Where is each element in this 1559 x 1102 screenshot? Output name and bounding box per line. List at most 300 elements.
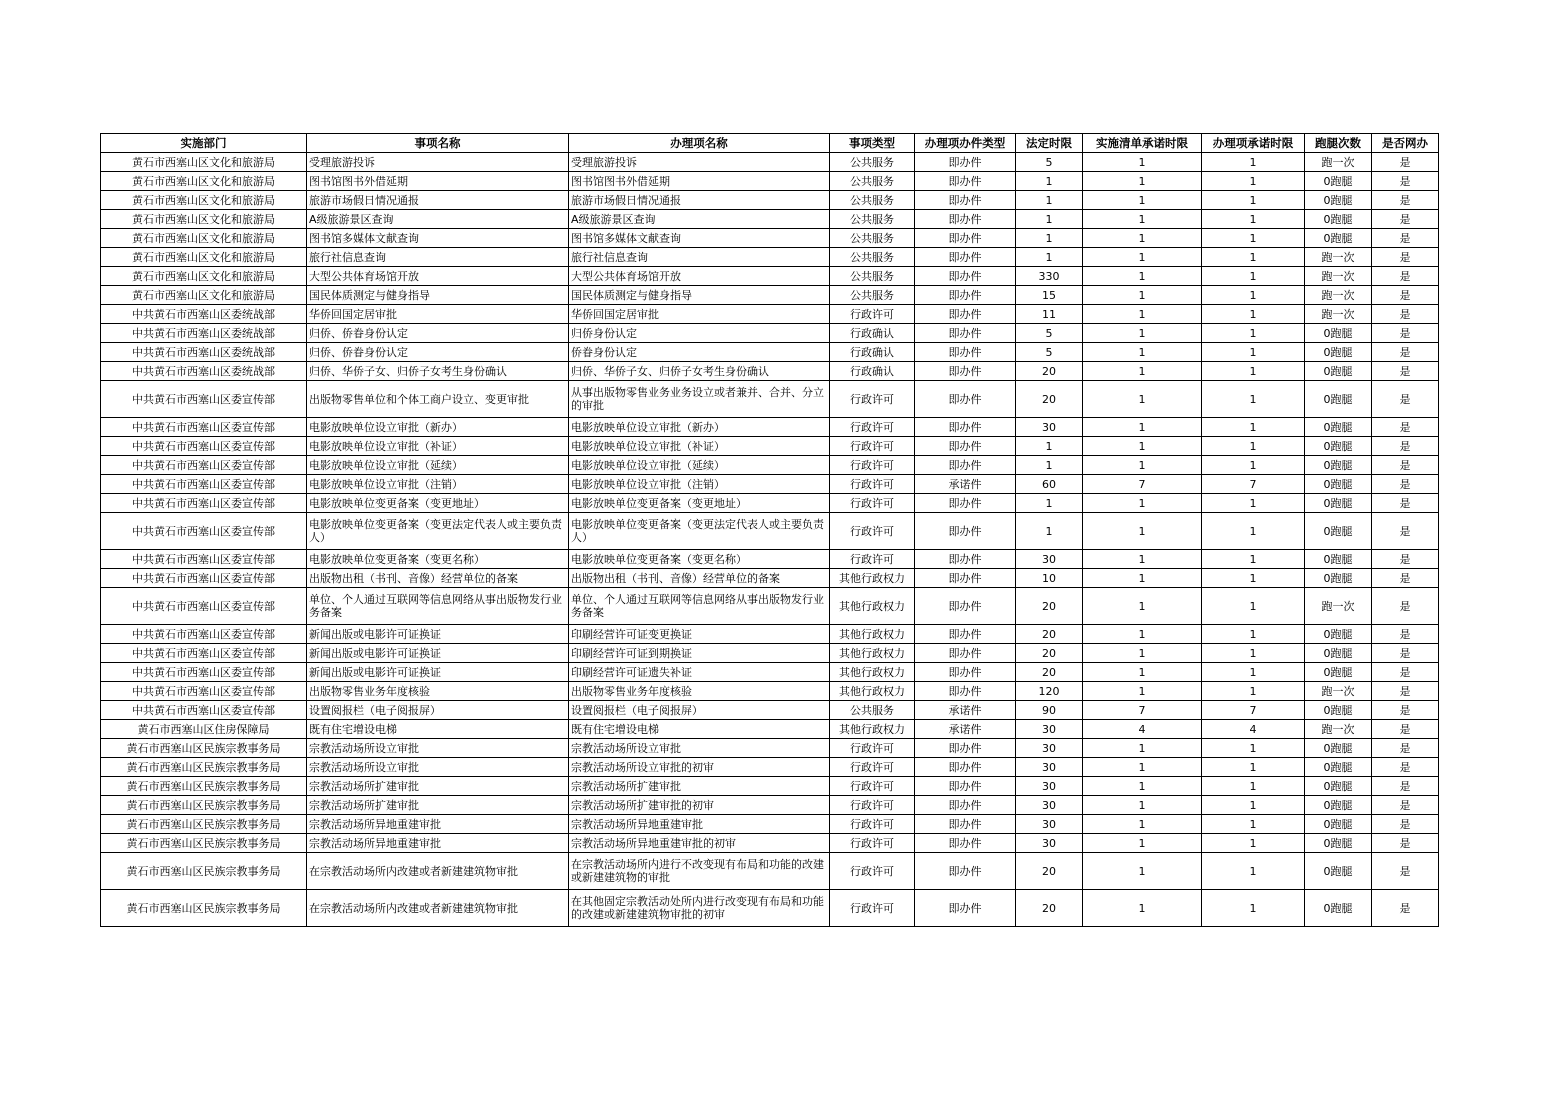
list-promise-cell: 7	[1083, 475, 1202, 494]
online-cell: 是	[1372, 172, 1439, 191]
visits-cell: 跑一次	[1305, 248, 1372, 267]
legal-limit-cell: 11	[1016, 305, 1083, 324]
online-cell: 是	[1372, 494, 1439, 513]
item-type-cell: 公共服务	[830, 286, 915, 305]
handling-item-cell: 电影放映单位设立审批（补证）	[569, 437, 830, 456]
legal-limit-cell: 30	[1016, 720, 1083, 739]
item-promise-cell: 1	[1202, 324, 1305, 343]
table-row	[101, 513, 1439, 550]
item-type-cell: 行政许可	[830, 305, 915, 324]
handling-item-cell: A级旅游景区查询	[569, 210, 830, 229]
header-cell-department: 实施部门	[101, 134, 307, 153]
case-type-cell: 即办件	[915, 286, 1016, 305]
item-type-cell: 行政许可	[830, 796, 915, 815]
table-row	[101, 418, 1439, 437]
handling-item-cell: 宗教活动场所设立审批	[569, 739, 830, 758]
visits-cell: 0跑腿	[1305, 625, 1372, 644]
department-cell: 黄石市西塞山区文化和旅游局	[101, 210, 307, 229]
visits-cell: 0跑腿	[1305, 663, 1372, 682]
online-cell: 是	[1372, 758, 1439, 777]
item-name-cell: 图书馆图书外借延期	[307, 172, 569, 191]
table-row	[101, 890, 1439, 927]
list-promise-cell: 1	[1083, 853, 1202, 890]
visits-cell: 0跑腿	[1305, 494, 1372, 513]
item-promise-cell: 1	[1202, 248, 1305, 267]
item-promise-cell: 1	[1202, 267, 1305, 286]
legal-limit-cell: 30	[1016, 550, 1083, 569]
item-promise-cell: 1	[1202, 229, 1305, 248]
item-promise-cell: 4	[1202, 720, 1305, 739]
online-cell: 是	[1372, 796, 1439, 815]
table-row	[101, 815, 1439, 834]
legal-limit-cell: 30	[1016, 834, 1083, 853]
item-type-cell: 行政许可	[830, 456, 915, 475]
case-type-cell: 即办件	[915, 191, 1016, 210]
online-cell: 是	[1372, 324, 1439, 343]
list-promise-cell: 1	[1083, 834, 1202, 853]
table-row	[101, 286, 1439, 305]
legal-limit-cell: 20	[1016, 663, 1083, 682]
handling-item-cell: 印刷经营许可证遗失补证	[569, 663, 830, 682]
case-type-cell: 即办件	[915, 644, 1016, 663]
list-promise-cell: 1	[1083, 588, 1202, 625]
handling-item-cell: 设置阅报栏（电子阅报屏）	[569, 701, 830, 720]
handling-item-cell: 宗教活动场所设立审批的初审	[569, 758, 830, 777]
list-promise-cell: 1	[1083, 569, 1202, 588]
online-cell: 是	[1372, 625, 1439, 644]
item-type-cell: 其他行政权力	[830, 663, 915, 682]
list-promise-cell: 1	[1083, 513, 1202, 550]
item-name-cell: 归侨、侨眷身份认定	[307, 324, 569, 343]
item-type-cell: 公共服务	[830, 248, 915, 267]
legal-limit-cell: 1	[1016, 210, 1083, 229]
item-name-cell: 宗教活动场所设立审批	[307, 758, 569, 777]
case-type-cell: 即办件	[915, 815, 1016, 834]
list-promise-cell: 1	[1083, 437, 1202, 456]
list-promise-cell: 1	[1083, 153, 1202, 172]
case-type-cell: 即办件	[915, 381, 1016, 418]
table-row	[101, 248, 1439, 267]
handling-item-cell: 印刷经营许可证到期换证	[569, 644, 830, 663]
header-cell-visits: 跑腿次数	[1305, 134, 1372, 153]
case-type-cell: 即办件	[915, 172, 1016, 191]
item-name-cell: 国民体质测定与健身指导	[307, 286, 569, 305]
online-cell: 是	[1372, 550, 1439, 569]
item-promise-cell: 1	[1202, 513, 1305, 550]
visits-cell: 0跑腿	[1305, 191, 1372, 210]
table-row	[101, 682, 1439, 701]
online-cell: 是	[1372, 381, 1439, 418]
visits-cell: 0跑腿	[1305, 739, 1372, 758]
table-row	[101, 191, 1439, 210]
item-promise-cell: 1	[1202, 210, 1305, 229]
visits-cell: 0跑腿	[1305, 644, 1372, 663]
legal-limit-cell: 5	[1016, 153, 1083, 172]
department-cell: 黄石市西塞山区民族宗教事务局	[101, 739, 307, 758]
list-promise-cell: 4	[1083, 720, 1202, 739]
case-type-cell: 即办件	[915, 362, 1016, 381]
list-promise-cell: 1	[1083, 494, 1202, 513]
header-cell-online: 是否网办	[1372, 134, 1439, 153]
table-row	[101, 494, 1439, 513]
online-cell: 是	[1372, 569, 1439, 588]
department-cell: 中共黄石市西塞山区委统战部	[101, 362, 307, 381]
list-promise-cell: 1	[1083, 663, 1202, 682]
visits-cell: 0跑腿	[1305, 172, 1372, 191]
online-cell: 是	[1372, 153, 1439, 172]
list-promise-cell: 1	[1083, 324, 1202, 343]
table-row	[101, 172, 1439, 191]
item-promise-cell: 1	[1202, 381, 1305, 418]
item-type-cell: 行政确认	[830, 343, 915, 362]
legal-limit-cell: 90	[1016, 701, 1083, 720]
table-row	[101, 475, 1439, 494]
list-promise-cell: 1	[1083, 739, 1202, 758]
table-header-row	[101, 134, 1439, 153]
item-name-cell: 宗教活动场所扩建审批	[307, 777, 569, 796]
case-type-cell: 即办件	[915, 739, 1016, 758]
item-promise-cell: 1	[1202, 456, 1305, 475]
visits-cell: 0跑腿	[1305, 853, 1372, 890]
table-row	[101, 229, 1439, 248]
visits-cell: 跑一次	[1305, 305, 1372, 324]
table-row	[101, 210, 1439, 229]
department-cell: 黄石市西塞山区民族宗教事务局	[101, 796, 307, 815]
case-type-cell: 即办件	[915, 625, 1016, 644]
item-type-cell: 公共服务	[830, 172, 915, 191]
legal-limit-cell: 15	[1016, 286, 1083, 305]
table-row	[101, 324, 1439, 343]
visits-cell: 0跑腿	[1305, 362, 1372, 381]
item-promise-cell: 1	[1202, 853, 1305, 890]
visits-cell: 0跑腿	[1305, 229, 1372, 248]
online-cell: 是	[1372, 682, 1439, 701]
item-type-cell: 行政确认	[830, 362, 915, 381]
department-cell: 中共黄石市西塞山区委统战部	[101, 343, 307, 362]
department-cell: 黄石市西塞山区民族宗教事务局	[101, 815, 307, 834]
item-type-cell: 行政许可	[830, 834, 915, 853]
legal-limit-cell: 20	[1016, 644, 1083, 663]
legal-limit-cell: 120	[1016, 682, 1083, 701]
item-name-cell: 电影放映单位变更备案（变更法定代表人或主要负责人）	[307, 513, 569, 550]
department-cell: 中共黄石市西塞山区委宣传部	[101, 475, 307, 494]
department-cell: 黄石市西塞山区文化和旅游局	[101, 267, 307, 286]
handling-item-cell: 图书馆图书外借延期	[569, 172, 830, 191]
legal-limit-cell: 20	[1016, 890, 1083, 927]
item-name-cell: 宗教活动场所异地重建审批	[307, 815, 569, 834]
list-promise-cell: 1	[1083, 343, 1202, 362]
case-type-cell: 即办件	[915, 324, 1016, 343]
table-row	[101, 267, 1439, 286]
legal-limit-cell: 1	[1016, 437, 1083, 456]
item-name-cell: 宗教活动场所设立审批	[307, 739, 569, 758]
handling-item-cell: 在其他固定宗教活动处所内进行改变现有布局和功能的改建或新建建筑物审批的初审	[569, 890, 830, 927]
legal-limit-cell: 1	[1016, 191, 1083, 210]
item-type-cell: 行政确认	[830, 324, 915, 343]
handling-item-cell: 电影放映单位设立审批（新办）	[569, 418, 830, 437]
department-cell: 中共黄石市西塞山区委宣传部	[101, 456, 307, 475]
list-promise-cell: 1	[1083, 267, 1202, 286]
list-promise-cell: 1	[1083, 229, 1202, 248]
item-promise-cell: 1	[1202, 890, 1305, 927]
department-cell: 黄石市西塞山区文化和旅游局	[101, 191, 307, 210]
legal-limit-cell: 5	[1016, 324, 1083, 343]
case-type-cell: 即办件	[915, 663, 1016, 682]
list-promise-cell: 1	[1083, 796, 1202, 815]
legal-limit-cell: 1	[1016, 494, 1083, 513]
item-name-cell: 出版物出租（书刊、音像）经营单位的备案	[307, 569, 569, 588]
list-promise-cell: 1	[1083, 286, 1202, 305]
table-row	[101, 153, 1439, 172]
case-type-cell: 即办件	[915, 890, 1016, 927]
online-cell: 是	[1372, 720, 1439, 739]
visits-cell: 0跑腿	[1305, 834, 1372, 853]
table-row	[101, 777, 1439, 796]
handling-item-cell: 华侨回国定居审批	[569, 305, 830, 324]
case-type-cell: 即办件	[915, 834, 1016, 853]
item-promise-cell: 1	[1202, 305, 1305, 324]
case-type-cell: 即办件	[915, 267, 1016, 286]
case-type-cell: 即办件	[915, 777, 1016, 796]
table-row	[101, 362, 1439, 381]
department-cell: 黄石市西塞山区住房保障局	[101, 720, 307, 739]
online-cell: 是	[1372, 513, 1439, 550]
list-promise-cell: 1	[1083, 758, 1202, 777]
list-promise-cell: 1	[1083, 777, 1202, 796]
case-type-cell: 即办件	[915, 569, 1016, 588]
item-type-cell: 其他行政权力	[830, 644, 915, 663]
item-promise-cell: 1	[1202, 550, 1305, 569]
legal-limit-cell: 10	[1016, 569, 1083, 588]
online-cell: 是	[1372, 663, 1439, 682]
item-name-cell: 在宗教活动场所内改建或者新建建筑物审批	[307, 890, 569, 927]
item-name-cell: 电影放映单位设立审批（新办）	[307, 418, 569, 437]
table-row	[101, 701, 1439, 720]
online-cell: 是	[1372, 305, 1439, 324]
table-row	[101, 305, 1439, 324]
department-cell: 中共黄石市西塞山区委宣传部	[101, 644, 307, 663]
item-promise-cell: 1	[1202, 777, 1305, 796]
header-cell-legal-limit: 法定时限	[1016, 134, 1083, 153]
handling-item-cell: 旅行社信息查询	[569, 248, 830, 267]
item-promise-cell: 7	[1202, 701, 1305, 720]
handling-item-cell: 受理旅游投诉	[569, 153, 830, 172]
handling-item-cell: 印刷经营许可证变更换证	[569, 625, 830, 644]
handling-item-cell: 电影放映单位设立审批（延续）	[569, 456, 830, 475]
list-promise-cell: 1	[1083, 418, 1202, 437]
list-promise-cell: 1	[1083, 644, 1202, 663]
item-promise-cell: 7	[1202, 475, 1305, 494]
handling-item-cell: 旅游市场假日情况通报	[569, 191, 830, 210]
online-cell: 是	[1372, 248, 1439, 267]
visits-cell: 跑一次	[1305, 682, 1372, 701]
list-promise-cell: 1	[1083, 456, 1202, 475]
item-type-cell: 其他行政权力	[830, 720, 915, 739]
item-type-cell: 行政许可	[830, 437, 915, 456]
item-promise-cell: 1	[1202, 758, 1305, 777]
table-row	[101, 834, 1439, 853]
case-type-cell: 即办件	[915, 210, 1016, 229]
item-name-cell: 新闻出版或电影许可证换证	[307, 644, 569, 663]
header-cell-item-promise-limit: 办理项承诺时限	[1202, 134, 1305, 153]
visits-cell: 跑一次	[1305, 153, 1372, 172]
visits-cell: 0跑腿	[1305, 343, 1372, 362]
visits-cell: 0跑腿	[1305, 324, 1372, 343]
department-cell: 中共黄石市西塞山区委宣传部	[101, 625, 307, 644]
legal-limit-cell: 1	[1016, 172, 1083, 191]
item-promise-cell: 1	[1202, 494, 1305, 513]
legal-limit-cell: 1	[1016, 229, 1083, 248]
department-cell: 中共黄石市西塞山区委统战部	[101, 305, 307, 324]
handling-item-cell: 大型公共体育场馆开放	[569, 267, 830, 286]
item-name-cell: 新闻出版或电影许可证换证	[307, 663, 569, 682]
department-cell: 中共黄石市西塞山区委宣传部	[101, 569, 307, 588]
online-cell: 是	[1372, 267, 1439, 286]
list-promise-cell: 1	[1083, 625, 1202, 644]
item-type-cell: 行政许可	[830, 777, 915, 796]
case-type-cell: 即办件	[915, 229, 1016, 248]
visits-cell: 0跑腿	[1305, 777, 1372, 796]
online-cell: 是	[1372, 588, 1439, 625]
visits-cell: 跑一次	[1305, 267, 1372, 286]
department-cell: 黄石市西塞山区民族宗教事务局	[101, 834, 307, 853]
handling-item-cell: 电影放映单位变更备案（变更名称）	[569, 550, 830, 569]
visits-cell: 0跑腿	[1305, 418, 1372, 437]
online-cell: 是	[1372, 701, 1439, 720]
handling-item-cell: 出版物零售业务年度核验	[569, 682, 830, 701]
item-type-cell: 行政许可	[830, 418, 915, 437]
online-cell: 是	[1372, 286, 1439, 305]
visits-cell: 0跑腿	[1305, 381, 1372, 418]
visits-cell: 0跑腿	[1305, 437, 1372, 456]
table-row	[101, 644, 1439, 663]
visits-cell: 0跑腿	[1305, 815, 1372, 834]
header-cell-list-promise-limit: 实施清单承诺时限	[1083, 134, 1202, 153]
list-promise-cell: 1	[1083, 890, 1202, 927]
handling-item-cell: 电影放映单位变更备案（变更法定代表人或主要负责人）	[569, 513, 830, 550]
table-row	[101, 569, 1439, 588]
item-promise-cell: 1	[1202, 191, 1305, 210]
online-cell: 是	[1372, 853, 1439, 890]
department-cell: 黄石市西塞山区民族宗教事务局	[101, 758, 307, 777]
item-promise-cell: 1	[1202, 153, 1305, 172]
department-cell: 中共黄石市西塞山区委统战部	[101, 324, 307, 343]
table-row	[101, 758, 1439, 777]
case-type-cell: 即办件	[915, 682, 1016, 701]
handling-item-cell: 在宗教活动场所内进行不改变现有布局和功能的改建或新建建筑物的审批	[569, 853, 830, 890]
item-promise-cell: 1	[1202, 437, 1305, 456]
online-cell: 是	[1372, 777, 1439, 796]
table-row	[101, 663, 1439, 682]
item-type-cell: 行政许可	[830, 853, 915, 890]
department-cell: 黄石市西塞山区文化和旅游局	[101, 229, 307, 248]
handling-item-cell: 电影放映单位设立审批（注销）	[569, 475, 830, 494]
list-promise-cell: 1	[1083, 815, 1202, 834]
department-cell: 中共黄石市西塞山区委宣传部	[101, 437, 307, 456]
table-row	[101, 343, 1439, 362]
legal-limit-cell: 20	[1016, 588, 1083, 625]
item-name-cell: 图书馆多媒体文献查询	[307, 229, 569, 248]
item-name-cell: 旅游市场假日情况通报	[307, 191, 569, 210]
item-name-cell: 设置阅报栏（电子阅报屏）	[307, 701, 569, 720]
item-promise-cell: 1	[1202, 343, 1305, 362]
legal-limit-cell: 30	[1016, 418, 1083, 437]
handling-item-cell: 侨眷身份认定	[569, 343, 830, 362]
visits-cell: 跑一次	[1305, 720, 1372, 739]
item-promise-cell: 1	[1202, 418, 1305, 437]
handling-item-cell: 宗教活动场所扩建审批的初审	[569, 796, 830, 815]
table-row	[101, 456, 1439, 475]
legal-limit-cell: 20	[1016, 381, 1083, 418]
item-type-cell: 公共服务	[830, 210, 915, 229]
item-type-cell: 其他行政权力	[830, 682, 915, 701]
department-cell: 中共黄石市西塞山区委宣传部	[101, 513, 307, 550]
item-type-cell: 公共服务	[830, 229, 915, 248]
case-type-cell: 即办件	[915, 305, 1016, 324]
list-promise-cell: 1	[1083, 172, 1202, 191]
header-cell-item-type: 事项类型	[830, 134, 915, 153]
legal-limit-cell: 30	[1016, 796, 1083, 815]
item-name-cell: 电影放映单位变更备案（变更名称）	[307, 550, 569, 569]
handling-item-cell: 宗教活动场所异地重建审批的初审	[569, 834, 830, 853]
item-type-cell: 行政许可	[830, 513, 915, 550]
online-cell: 是	[1372, 890, 1439, 927]
item-promise-cell: 1	[1202, 834, 1305, 853]
visits-cell: 跑一次	[1305, 588, 1372, 625]
case-type-cell: 即办件	[915, 588, 1016, 625]
header-cell-item-name: 事项名称	[307, 134, 569, 153]
department-cell: 黄石市西塞山区文化和旅游局	[101, 172, 307, 191]
item-promise-cell: 1	[1202, 682, 1305, 701]
table-row	[101, 437, 1439, 456]
list-promise-cell: 1	[1083, 362, 1202, 381]
item-name-cell: 电影放映单位设立审批（延续）	[307, 456, 569, 475]
legal-limit-cell: 1	[1016, 456, 1083, 475]
case-type-cell: 即办件	[915, 796, 1016, 815]
handling-item-cell: 图书馆多媒体文献查询	[569, 229, 830, 248]
department-cell: 中共黄石市西塞山区委宣传部	[101, 701, 307, 720]
item-name-cell: 电影放映单位设立审批（注销）	[307, 475, 569, 494]
item-promise-cell: 1	[1202, 588, 1305, 625]
item-name-cell: 宗教活动场所异地重建审批	[307, 834, 569, 853]
item-type-cell: 行政许可	[830, 475, 915, 494]
visits-cell: 0跑腿	[1305, 513, 1372, 550]
handling-item-cell: 宗教活动场所异地重建审批	[569, 815, 830, 834]
visits-cell: 0跑腿	[1305, 569, 1372, 588]
table-row	[101, 739, 1439, 758]
visits-cell: 0跑腿	[1305, 210, 1372, 229]
online-cell: 是	[1372, 456, 1439, 475]
list-promise-cell: 1	[1083, 305, 1202, 324]
item-type-cell: 行政许可	[830, 494, 915, 513]
item-promise-cell: 1	[1202, 362, 1305, 381]
item-name-cell: 大型公共体育场馆开放	[307, 267, 569, 286]
table-row	[101, 381, 1439, 418]
legal-limit-cell: 20	[1016, 853, 1083, 890]
department-cell: 中共黄石市西塞山区委宣传部	[101, 494, 307, 513]
department-cell: 黄石市西塞山区民族宗教事务局	[101, 777, 307, 796]
visits-cell: 0跑腿	[1305, 758, 1372, 777]
handling-item-cell: 宗教活动场所扩建审批	[569, 777, 830, 796]
department-cell: 黄石市西塞山区文化和旅游局	[101, 286, 307, 305]
online-cell: 是	[1372, 644, 1439, 663]
online-cell: 是	[1372, 210, 1439, 229]
legal-limit-cell: 1	[1016, 513, 1083, 550]
list-promise-cell: 7	[1083, 701, 1202, 720]
visits-cell: 0跑腿	[1305, 796, 1372, 815]
case-type-cell: 即办件	[915, 456, 1016, 475]
item-name-cell: 旅行社信息查询	[307, 248, 569, 267]
